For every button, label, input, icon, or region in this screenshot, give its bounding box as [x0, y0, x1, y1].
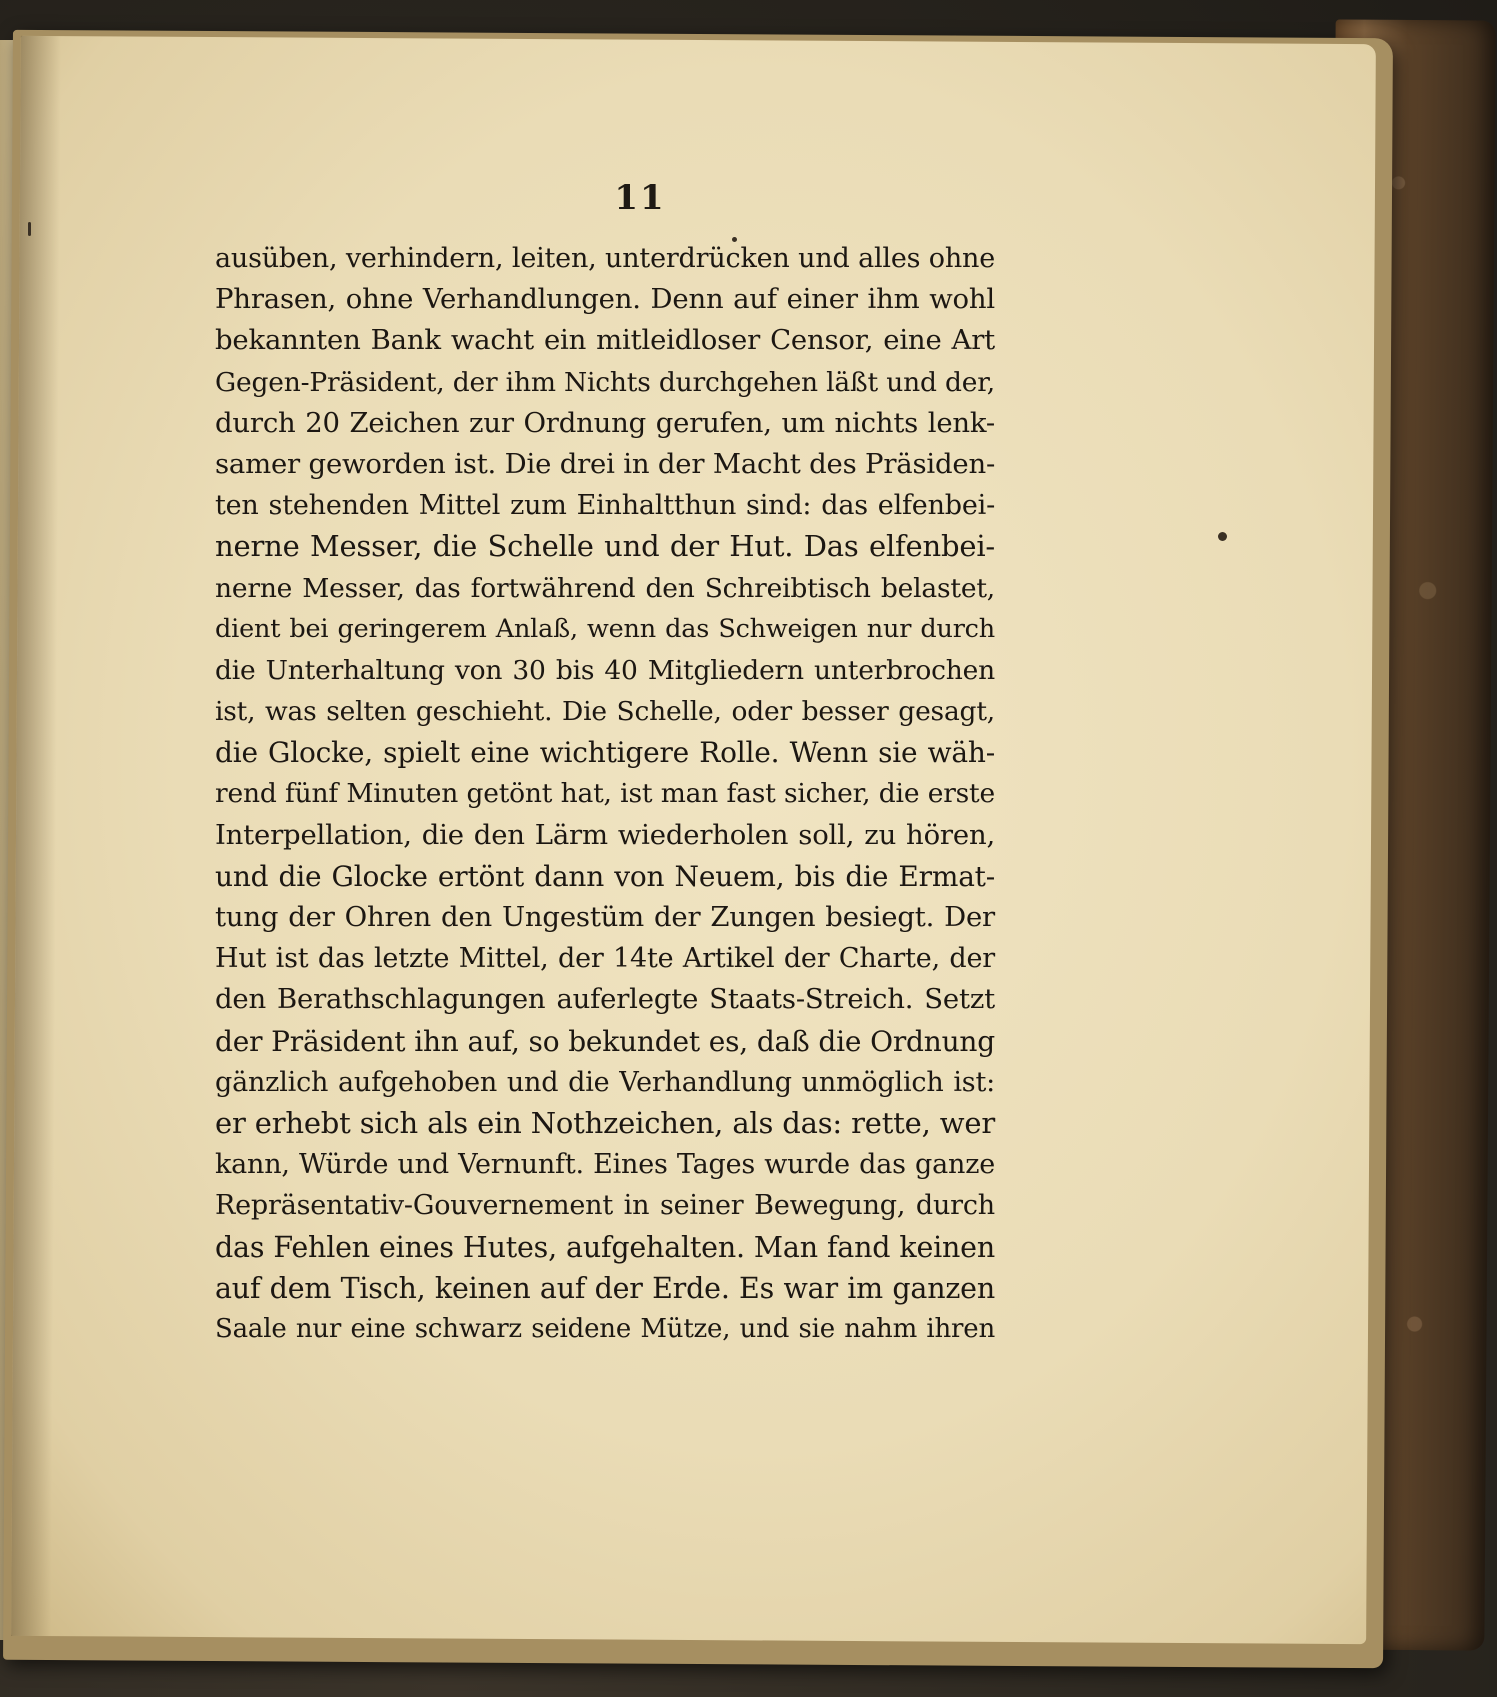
text-line: ist, was selten geschieht. Die Schelle, oder besser gesagt, [215, 696, 995, 728]
text-line: ten stehenden Mittel zum Einhaltthun sind: das elfenbei- [215, 490, 995, 522]
text-line: Interpellation, die den Lärm wiederholen soll, zu hören, [215, 818, 995, 851]
text-line: nerne Messer, die Schelle und der Hut. Das elfenbei- [215, 529, 995, 564]
text-line: Saale nur eine schwarz seidene Mütze, und sie nahm ihren [215, 1313, 995, 1344]
text-line: Repräsentativ-Gouvernement in seiner Bewegung, durch [215, 1190, 995, 1222]
text-line: samer geworden ist. Die drei in der Macht des Präsiden- [215, 447, 996, 480]
text-line: die Glocke, spielt eine wichtigere Rolle. Wenn sie wäh- [215, 736, 995, 770]
text-line: der Präsident ihn auf, so bekundet es, daß die Ordnung [215, 1024, 995, 1058]
text-line: das Fehlen eines Hutes, aufgehalten. Man fand keinen [215, 1230, 995, 1264]
paper-speck [28, 222, 31, 236]
text-line: und die Glocke ertönt dann von Neuem, bis die Ermat- [215, 859, 995, 893]
paper-speck [1218, 532, 1227, 541]
text-line: Hut ist das letzte Mittel, der 14te Artikel der Charte, der [215, 943, 995, 975]
text-line: rend fünf Minuten getönt hat, ist man fast sicher, die erste [215, 778, 995, 810]
text-line: bekannten Bank wacht ein mitleidloser Censor, eine Art [215, 324, 995, 357]
text-line: gänzlich aufgehoben und die Verhandlung unmöglich ist: [215, 1066, 995, 1098]
page-gutter-shadow [11, 36, 61, 1636]
text-line: ausüben, verhindern, leiten, unterdrücken und alles ohne [215, 243, 995, 274]
text-line: dient bei geringerem Anlaß, wenn das Schweigen nur durch [215, 613, 995, 644]
text-line: kann, Würde und Vernunft. Eines Tages wurde das ganze [215, 1149, 995, 1181]
text-line: Gegen-Präsident, der ihm Nichts durchgehen läßt und der, [215, 366, 995, 398]
text-line: den Berathschlagungen auferlegte Staats-Streich. Setzt [215, 983, 995, 1016]
text-line: durch 20 Zeichen zur Ordnung gerufen, um nichts lenk- [215, 406, 995, 439]
text-line: die Unterhaltung von 30 bis 40 Mitgliedern unterbrochen [215, 654, 995, 686]
body-text [215, 238, 995, 1350]
page-number: 11 [614, 178, 666, 218]
text-line: Phrasen, ohne Verhandlungen. Denn auf einer ihm wohl [215, 283, 995, 316]
text-line: tung der Ohren den Ungestüm der Zungen besiegt. Der [215, 901, 995, 933]
paper-speck [732, 237, 737, 242]
text-line: nerne Messer, das fortwährend den Schreibtisch belastet, [215, 572, 995, 604]
text-line: auf dem Tisch, keinen auf der Erde. Es war im ganzen [215, 1271, 995, 1305]
text-line: er erhebt sich als ein Nothzeichen, als das: rette, wer [215, 1105, 995, 1140]
